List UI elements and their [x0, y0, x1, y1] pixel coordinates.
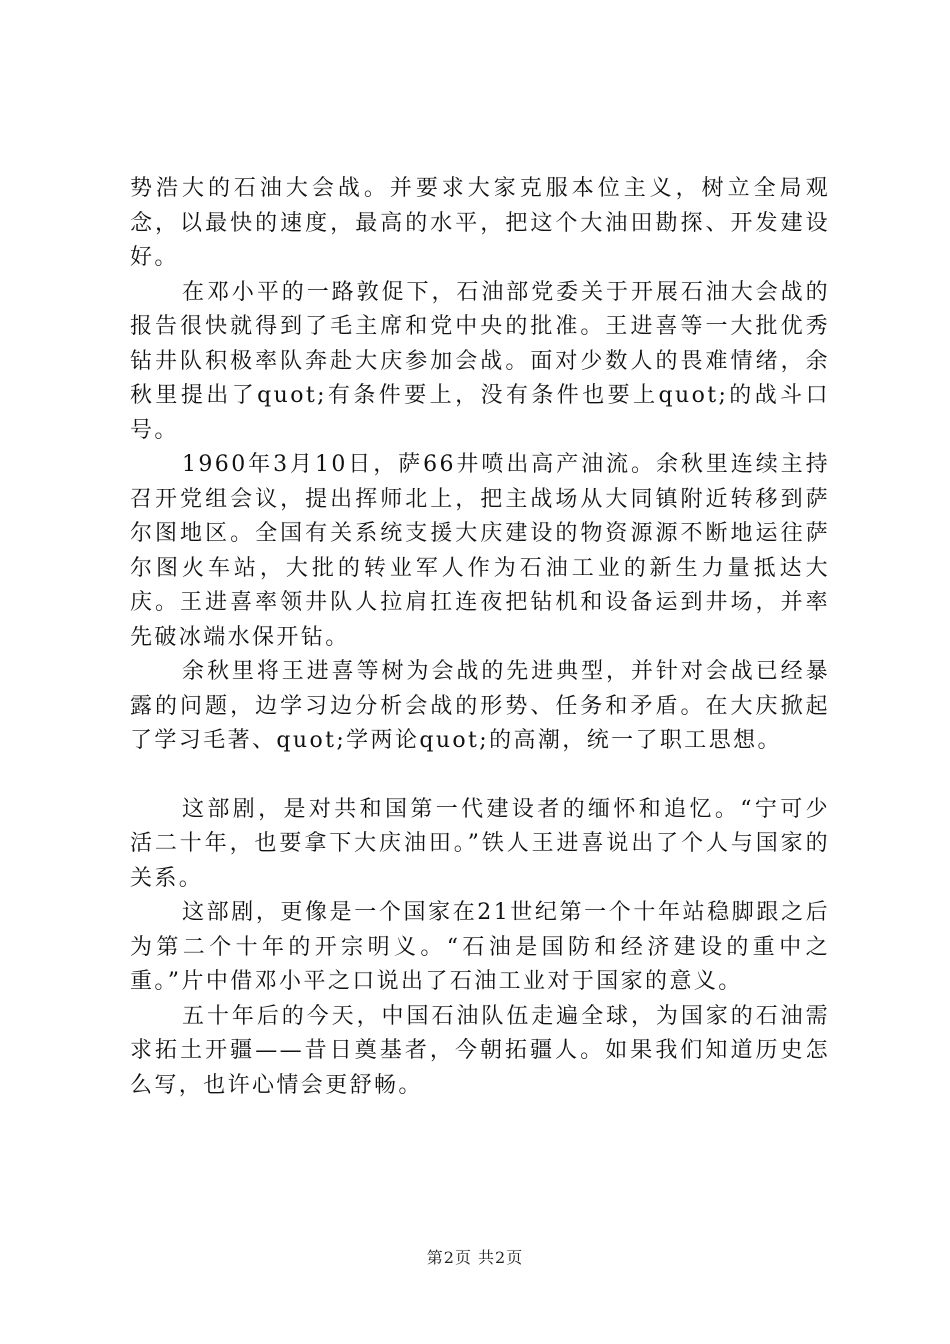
paragraph: 这部剧，是对共和国第一代建设者的缅怀和追忆。“宁可少活二十年，也要拿下大庆油田。”铁人王进喜说出了个人与国家的关系。 — [130, 796, 830, 891]
paragraph: 五十年后的今天，中国石油队伍走遍全球，为国家的石油需求拓土开疆——昔日奠基者，今朝拓疆人。如果我们知道历史怎么写，也许心情会更舒畅。 — [130, 1003, 830, 1098]
paragraph: 这部剧，更像是一个国家在21世纪第一个十年站稳脚跟之后为第二个十年的开宗明义。“石油是国防和经济建设的重中之重。”片中借邓小平之口说出了石油工业对于国家的意义。 — [130, 900, 830, 994]
paragraph: 在邓小平的一路敦促下，石油部党委关于开展石油大会战的报告很快就得到了毛主席和党中央的批准。王进喜等一大批优秀钻井队积极率队奔赴大庆参加会战。面对少数人的畏难情绪，余秋里提出了quot;有条件要上，没有条件也要上quot;的战斗口号。 — [130, 279, 830, 443]
paragraph: 1960年3月10日，萨66井喷出高产油流。余秋里连续主持召开党组会议，提出挥师北上，把主战场从大同镇附近转移到萨尔图地区。全国有关系统支援大庆建设的物资源源不断地运往萨尔图火车站，大批的转业军人作为石油工业的新生力量抵达大庆。王进喜率领井队人拉肩扛连夜把钻机和设备运到井场，并率先破冰端水保开钻。 — [130, 452, 830, 650]
paragraph-spacer — [130, 759, 830, 793]
paragraph: 余秋里将王进喜等树为会战的先进典型，并针对会战已经暴露的问题，边学习边分析会战的形势、任务和矛盾。在大庆掀起了学习毛著、quot;学两论quot;的高潮，统一了职工思想。 — [130, 659, 830, 753]
paragraph-continued: 势浩大的石油大会战。并要求大家克服本位主义，树立全局观念，以最快的速度，最高的水平，把这个大油田勘探、开发建设好。 — [130, 176, 830, 270]
document-body — [130, 172, 830, 1103]
page-number-footer: 第2页 共2页 — [426, 1248, 524, 1267]
